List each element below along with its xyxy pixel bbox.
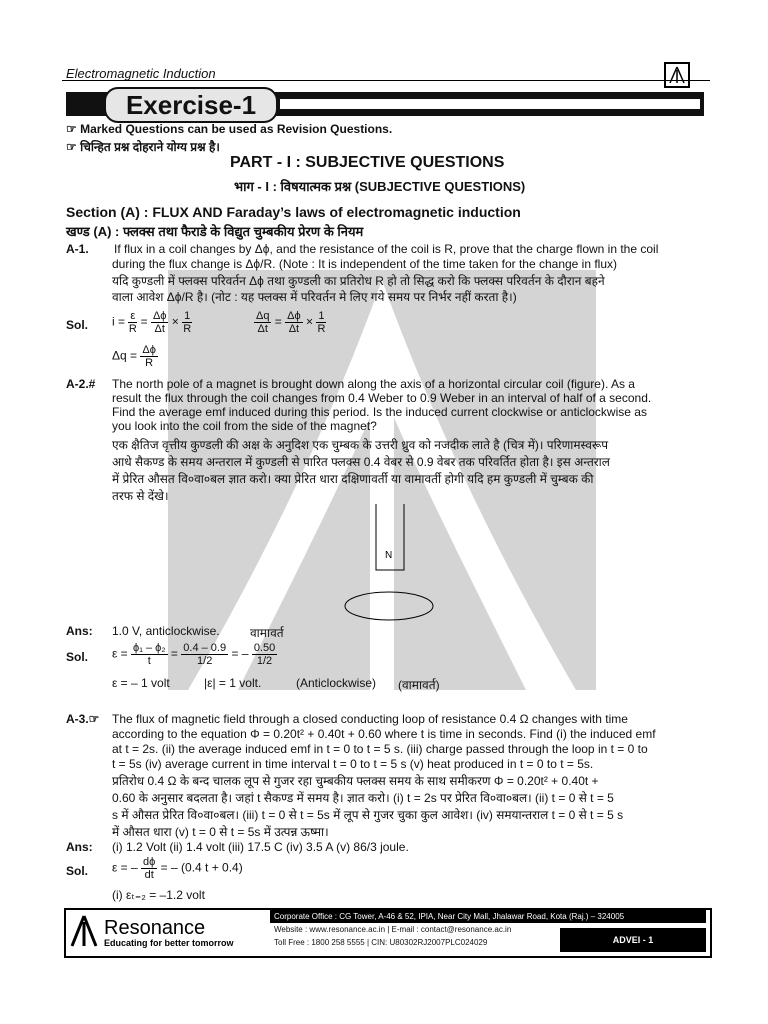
- solution-equation: ε = – $\frac{d\phi}{dt}$ = – (0.4 t + 0.4): [112, 856, 243, 881]
- answer-text: (i) 1.2 Volt (ii) 1.4 volt (iii) 17.5 C (iv) 3.5 A (v) 86/3 joule.: [112, 840, 409, 854]
- question-text-hi: यदि कुण्डली में फ्लक्स परिवर्तन Δϕ तथा कुण्डली का प्रतिरोध R हो तो सिद्ध करो कि फ्लक्स परिवर्तन के दौरान बहने: [112, 274, 605, 288]
- answer-label: Ans:: [66, 624, 93, 638]
- question-text-hi: प्रतिरोध 0.4 Ω के बन्द चालक लूप से गुजर रहा चुम्बकीय फ्लक्स समय के साथ समीकरण Φ = 0.20t² + 0.40t +: [112, 774, 599, 788]
- brand-tagline: Educating for better tomorrow: [104, 938, 234, 948]
- solution-result-hi: (वामावर्त): [398, 678, 440, 692]
- solution-equation: ε = $\frac{\text{ϕ₁ – ϕ₂}}{t}$ = $\frac{0.4 - 0.9}{1/2}$ = – $\frac{0.50}{1/2}$: [112, 642, 276, 667]
- question-text-hi: s में औसत प्रेरित वि०वा०बल। (iii) t = 0 से t = 5s में लूप से गुजर चुका कुल आवेश। (iv) समयान्तराल t = 0 से t = 5 s: [112, 808, 624, 822]
- solution-equation: i = $\frac{\varepsilon}{R}$ = $\frac{\Delta\phi}{\Delta t}$ × $\frac{1}{R}$: [112, 310, 192, 335]
- question-text-hi: में औसत धारा (v) t = 0 से t = 5s में उत्पन्न ऊष्मा।: [112, 825, 329, 839]
- question-text: t = 5s (iv) average current in time interval t = 0 to t = 5 s (v) heat produced in t = 0 to t = 5s.: [112, 757, 594, 771]
- solution-result: |ε| = 1 volt.: [204, 676, 262, 690]
- corporate-office: Corporate Office : CG Tower, A-46 & 52, IPIA, Near City Mall, Jhalawar Road, Kota (Raj.) – 324005: [270, 910, 706, 923]
- section-title-en: Section (A) : FLUX AND Faraday’s laws of electromagnetic induction: [66, 204, 521, 220]
- exercise-bar-inner: [280, 99, 700, 109]
- solution-label: Sol.: [66, 318, 89, 332]
- chapter-title: Electromagnetic Induction: [66, 66, 216, 81]
- revision-note-hi: ☞ चिन्हित प्रश्न दोहराने योग्य प्रश्न है।: [66, 140, 220, 154]
- resonance-logo: [66, 910, 266, 952]
- question-text-hi: 0.60 के अनुसार बदलता है। जहां t सैकण्ड में समय है। ज्ञात करो। (i) t = 2s पर प्रेरित वि०वा०बल। (ii) t = 0 से t = 5: [112, 791, 614, 805]
- solution-result: ε = – 1 volt: [112, 676, 170, 690]
- section-title-hi: खण्ड (A) : फ्लक्स तथा फैराडे के विद्युत चुम्बकीय प्रेरण के नियम: [66, 224, 364, 239]
- question-text: according to the equation Φ = 0.20t² + 0.40t + 0.60 where t is time in seconds. Find (i) the induced emf: [112, 727, 656, 741]
- question-text-hi: आधे सैकण्ड के समय अन्तराल में कुण्डली से पारित फ्लक्स 0.4 वेबर से 0.9 वेबर तक परिवर्तित होता है। इस अन्तराल: [112, 455, 610, 469]
- header-divider: [62, 80, 710, 81]
- question-text: If flux in a coil changes by Δϕ, and the resistance of the coil is R, prove that the charge flown in the coil: [114, 242, 659, 256]
- question-text: you look into the coil from the side of the magnet?: [112, 419, 377, 433]
- resonance-small-logo-icon: [664, 62, 690, 88]
- solution-equation: Δq = $\frac{\Delta\phi}{R}$: [112, 344, 156, 369]
- brand-name: Resonance: [104, 917, 206, 939]
- answer-text: 1.0 V, anticlockwise.: [112, 624, 220, 638]
- solution-equation: $\frac{\Delta q}{\Delta t}$ = $\frac{\Delta\phi}{\Delta t}$ × $\frac{1}{R}$: [256, 310, 326, 335]
- question-text: The flux of magnetic field through a closed conducting loop of resistance 0.4 Ω changes with time: [112, 712, 628, 726]
- answer-text-hi: वामावर्त: [250, 626, 284, 640]
- question-text-hi: तरफ से देंखे।: [112, 489, 169, 503]
- solution-label: Sol.: [66, 864, 89, 878]
- solution-result: (Anticlockwise): [296, 676, 377, 690]
- hand-pointer-icon: ☞: [66, 122, 81, 136]
- question-text: at t = 2s. (ii) the average induced emf in t = 0 to t = 5 s. (iii) charge passed through the loop in t = 0 to: [112, 742, 648, 756]
- hand-pointer-icon: ☞: [66, 140, 81, 154]
- page-code: ADVEI - 1: [560, 928, 706, 952]
- solution-part: (i) εₜ₌₂ = –1.2 volt: [112, 888, 205, 902]
- part-title-hi: भाग - I : विषयात्मक प्रश्न (SUBJECTIVE QUESTIONS): [234, 179, 526, 194]
- solution-label: Sol.: [66, 650, 89, 664]
- question-text: during the flux change is Δϕ/R. (Note : It is independent of the time taken for the change in flux): [112, 257, 618, 271]
- question-text: Find the average emf induced during this period. Is the induced current clockwise or anticlockwise as: [112, 405, 647, 419]
- question-label: A-1.: [66, 242, 89, 256]
- hand-pointer-icon: ☞: [88, 712, 100, 726]
- question-text: The north pole of a magnet is brought down along the axis of a horizontal circular coil (figure). As a: [112, 377, 635, 391]
- question-text-hi: एक क्षैतिज वृत्तीय कुण्डली की अक्ष के अनुदिश एक चुम्बक के उत्तरी ध्रुव को नजदीक लाते है (चित्र में)। परिणामस्वरूप: [112, 438, 609, 452]
- resonance-logo-icon: [72, 916, 96, 946]
- answer-label: Ans:: [66, 840, 93, 854]
- question-label: A-2.#: [66, 377, 96, 391]
- magnet-coil-figure: [330, 500, 450, 630]
- question-label: A-3.☞: [66, 712, 100, 726]
- question-text-hi: वाला आवेश Δϕ/R है। (नोट : यह फ्लक्स में परिवर्तन मे लिए गये समय पर निर्भर नहीं करता है।): [112, 290, 517, 304]
- magnet-north-label: N: [385, 550, 393, 561]
- website-email: Website : www.resonance.ac.in | E-mail : contact@resonance.ac.in: [274, 925, 512, 934]
- exercise-title: Exercise-1: [104, 87, 278, 123]
- question-text: result the flux through the coil changes from 0.4 Weber to 0.9 Weber in an interval of half of a second.: [112, 391, 652, 405]
- revision-note-en: ☞ Marked Questions can be used as Revision Questions.: [66, 122, 393, 136]
- part-title-en: PART - I : SUBJECTIVE QUESTIONS: [230, 154, 505, 171]
- toll-free: Toll Free : 1800 258 5555 | CIN: U80302RJ2007PLC024029: [274, 938, 488, 947]
- circular-coil: [345, 592, 433, 620]
- question-text-hi: में प्रेरित औसत वि०वा०बल ज्ञात करो। क्या प्रेरित धारा दक्षिणावर्ती या वामावर्ती होगी यदि हम कुण्डली में चुम्बक की: [112, 472, 594, 486]
